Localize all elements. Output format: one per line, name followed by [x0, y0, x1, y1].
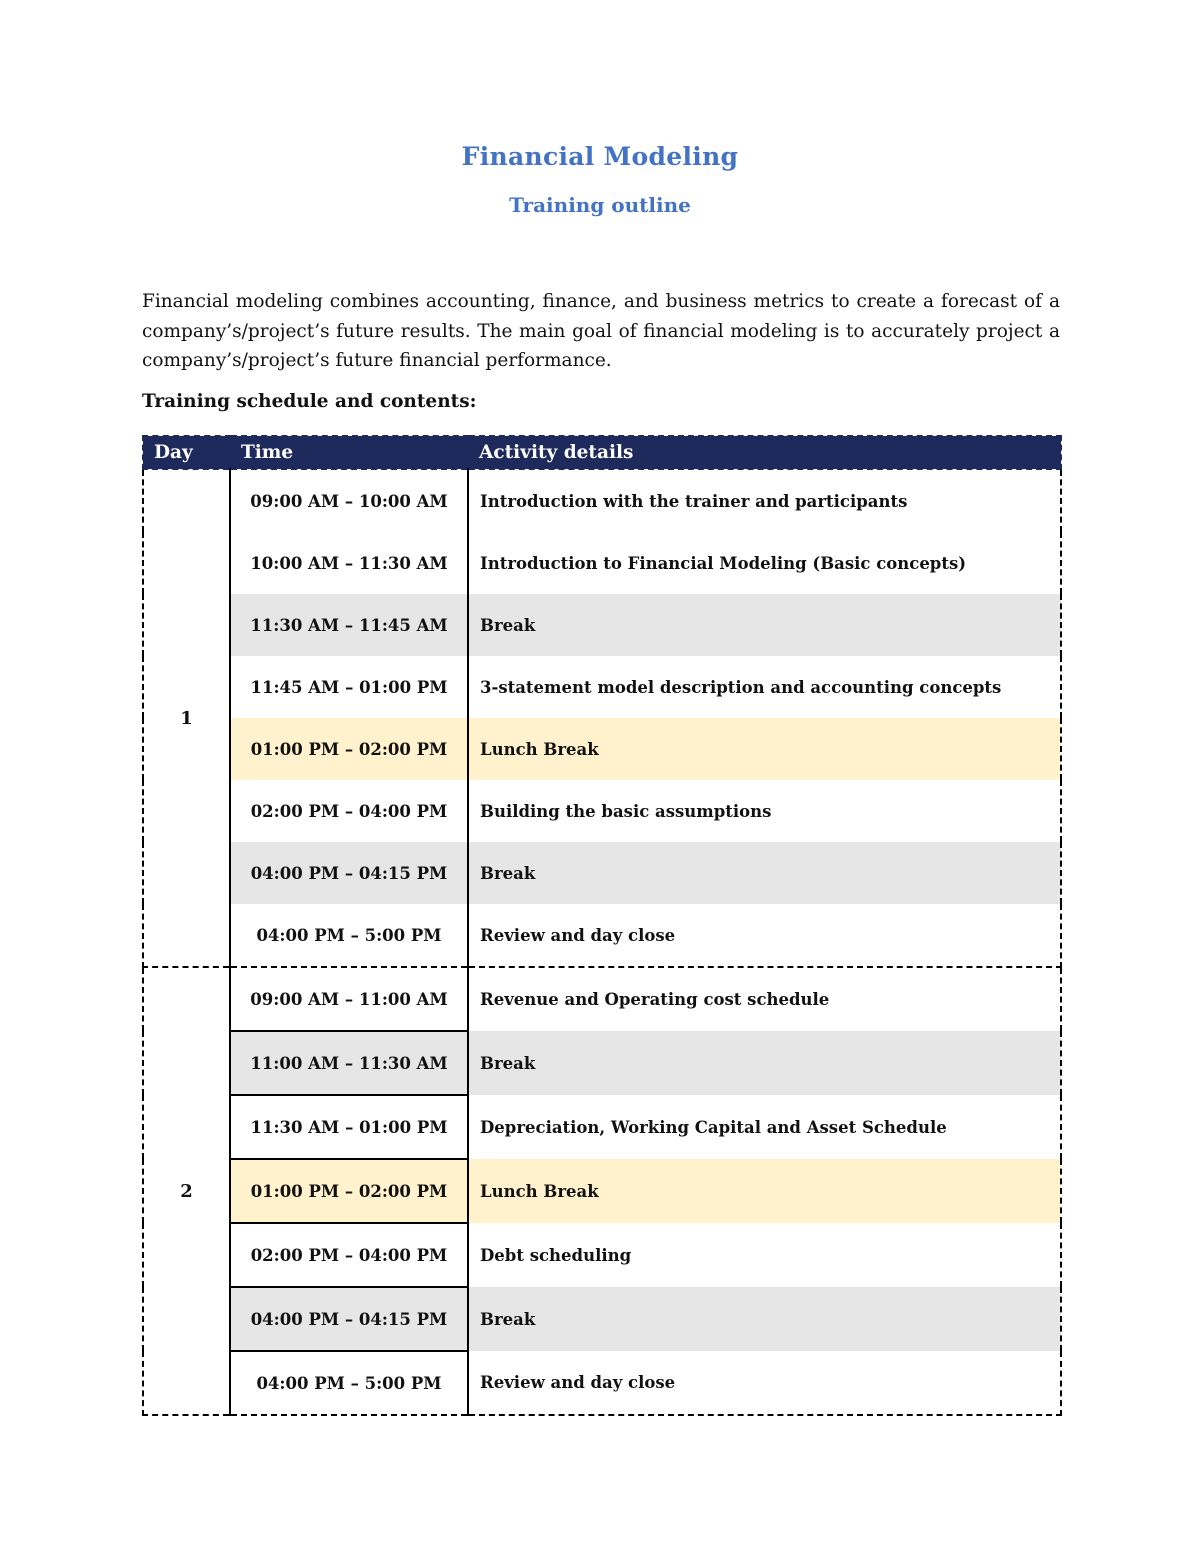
activity-cell: Revenue and Operating cost schedule — [468, 967, 1061, 1031]
schedule-heading: Training schedule and contents: — [142, 391, 477, 412]
activity-cell: Lunch Break — [468, 718, 1061, 780]
activity-cell: 3-statement model description and accounting concepts — [468, 656, 1061, 718]
table-row — [143, 1031, 1061, 1095]
header-activity: Activity details — [468, 436, 1061, 469]
table-row — [143, 967, 1061, 1031]
activity-cell: Debt scheduling — [468, 1223, 1061, 1287]
time-cell: 04:00 PM – 5:00 PM — [230, 904, 468, 967]
activity-cell: Introduction with the trainer and participants — [468, 469, 1061, 532]
activity-cell: Building the basic assumptions — [468, 780, 1061, 842]
time-cell: 11:00 AM – 11:30 AM — [230, 1031, 468, 1095]
activity-cell: Depreciation, Working Capital and Asset Schedule — [468, 1095, 1061, 1159]
table-row — [143, 1159, 1061, 1223]
page-title: Financial Modeling — [461, 142, 739, 171]
day-cell: 1 — [143, 469, 230, 967]
activity-cell: Break — [468, 1287, 1061, 1351]
time-cell: 04:00 PM – 5:00 PM — [230, 1351, 468, 1415]
schedule-body — [143, 469, 1061, 1415]
header-day: Day — [143, 436, 230, 469]
time-cell: 10:00 AM – 11:30 AM — [230, 532, 468, 594]
time-cell: 09:00 AM – 11:00 AM — [230, 967, 468, 1031]
activity-cell: Introduction to Financial Modeling (Basic concepts) — [468, 532, 1061, 594]
time-cell: 01:00 PM – 02:00 PM — [230, 1159, 468, 1223]
time-cell: 04:00 PM – 04:15 PM — [230, 1287, 468, 1351]
time-cell: 11:30 AM – 01:00 PM — [230, 1095, 468, 1159]
table-row — [143, 656, 1061, 718]
time-cell: 04:00 PM – 04:15 PM — [230, 842, 468, 904]
activity-cell: Break — [468, 594, 1061, 656]
page-subtitle: Training outline — [509, 193, 691, 217]
schedule-table — [142, 435, 1062, 1416]
activity-cell: Review and day close — [468, 904, 1061, 967]
time-cell: 02:00 PM – 04:00 PM — [230, 780, 468, 842]
table-row — [143, 780, 1061, 842]
time-cell: 01:00 PM – 02:00 PM — [230, 718, 468, 780]
activity-cell: Break — [468, 842, 1061, 904]
table-row — [143, 532, 1061, 594]
time-cell: 02:00 PM – 04:00 PM — [230, 1223, 468, 1287]
table-row — [143, 718, 1061, 780]
table-row — [143, 1095, 1061, 1159]
table-row — [143, 469, 1061, 532]
table-row — [143, 904, 1061, 967]
table-row — [143, 842, 1061, 904]
table-row — [143, 1223, 1061, 1287]
activity-cell: Break — [468, 1031, 1061, 1095]
header-time: Time — [230, 436, 468, 469]
table-header-row — [143, 436, 1061, 469]
time-cell: 09:00 AM – 10:00 AM — [230, 469, 468, 532]
activity-cell: Review and day close — [468, 1351, 1061, 1415]
day-cell: 2 — [143, 967, 230, 1415]
table-row — [143, 1287, 1061, 1351]
intro-paragraph: Financial modeling combines accounting, finance, and business metrics to create a forecast of a company’s/project’s future results. The main goal of financial modeling is to accurately project a company’s/project’s future financial performance. — [142, 291, 1060, 371]
time-cell: 11:45 AM – 01:00 PM — [230, 656, 468, 718]
activity-cell: Lunch Break — [468, 1159, 1061, 1223]
time-cell: 11:30 AM – 11:45 AM — [230, 594, 468, 656]
table-row — [143, 594, 1061, 656]
table-row — [143, 1351, 1061, 1415]
